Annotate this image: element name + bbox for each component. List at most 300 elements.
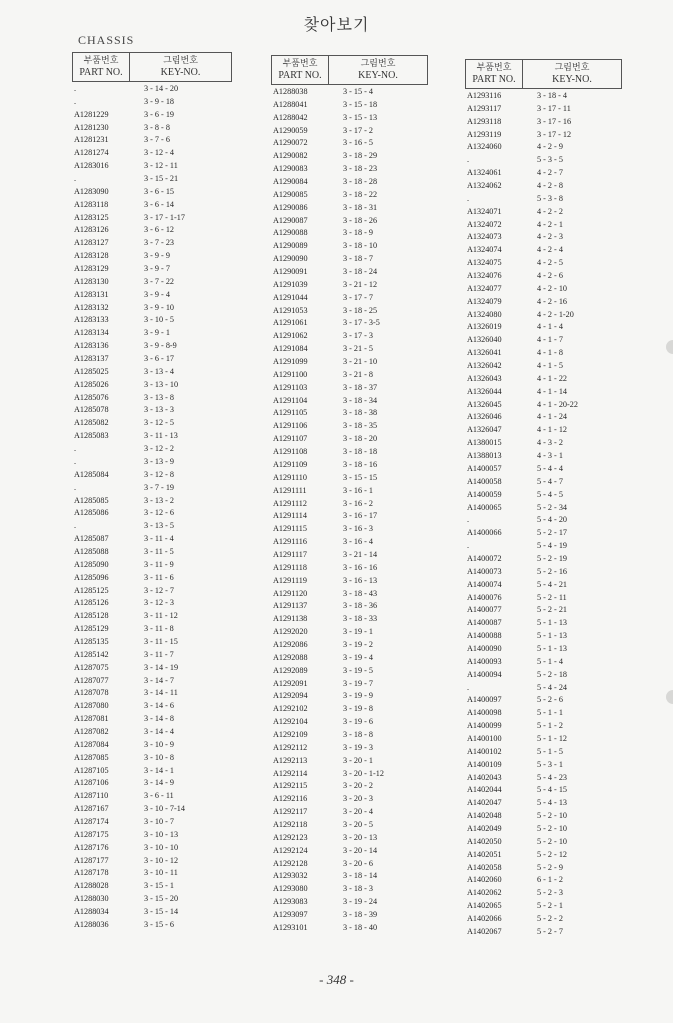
- index-row: [465, 231, 622, 244]
- key-number: 3 - 15 - 4: [343, 87, 374, 96]
- index-row: [72, 134, 232, 147]
- index-row: [72, 636, 232, 649]
- part-number: A1281231: [74, 135, 109, 145]
- key-number: 4 - 2 - 7: [537, 168, 563, 178]
- key-number: 4 - 1 - 5: [537, 361, 563, 371]
- part-number: A1291099: [273, 357, 308, 367]
- index-row: [465, 193, 622, 206]
- index-row: [465, 707, 622, 720]
- part-number: A1291053: [273, 305, 308, 315]
- part-number: A1290091: [273, 267, 308, 277]
- part-number: A1402049: [467, 823, 502, 833]
- part-number: A1292117: [273, 807, 308, 817]
- key-number: 4 - 1 - 24: [537, 412, 568, 422]
- key-number: 3 - 15 - 1: [144, 881, 175, 891]
- key-number: 3 - 18 - 43: [343, 588, 378, 598]
- part-number: .: [74, 174, 77, 184]
- index-row: [271, 446, 428, 459]
- index-row: [465, 540, 622, 553]
- index-row: [271, 883, 428, 896]
- key-number: 4 - 2 - 5: [537, 258, 563, 268]
- part-number: A1293116: [467, 91, 502, 100]
- index-row: [72, 173, 232, 186]
- part-number: A1287084: [74, 739, 109, 749]
- index-row: [465, 617, 622, 630]
- key-number: 3 - 14 - 11: [144, 688, 178, 698]
- index-row: [72, 726, 232, 739]
- index-row: [465, 669, 622, 682]
- part-number: A1292088: [273, 652, 308, 662]
- index-row: [271, 382, 428, 395]
- key-number: 3 - 13 - 10: [144, 379, 179, 389]
- part-no-header: [272, 56, 329, 84]
- part-number: A1291117: [273, 549, 307, 559]
- index-row: [465, 656, 622, 669]
- part-number: A1291105: [273, 408, 308, 418]
- part-number: A1324061: [467, 168, 502, 178]
- part-number: A1290089: [273, 241, 308, 251]
- index-row: [271, 678, 428, 691]
- key-number: 3 - 16 - 5: [343, 138, 374, 148]
- part-number: A1285076: [74, 392, 109, 402]
- key-number: 4 - 3 - 2: [537, 438, 563, 448]
- part-number: A1287082: [74, 726, 109, 736]
- key-number: 5 - 2 - 11: [537, 592, 567, 602]
- index-row: [271, 562, 428, 575]
- key-number: 5 - 2 - 10: [537, 836, 568, 846]
- index-row: [271, 896, 428, 909]
- part-number: A1324080: [467, 309, 502, 319]
- index-row: [72, 186, 232, 199]
- key-no-header-en: KEY-NO.: [160, 67, 201, 78]
- key-number: 5 - 4 - 4: [537, 463, 563, 473]
- part-number: A1291115: [273, 524, 307, 534]
- part-number: A1292118: [273, 819, 308, 829]
- part-number: A1285084: [74, 469, 109, 479]
- key-number: 3 - 7 - 6: [144, 135, 170, 145]
- index-row: [465, 347, 622, 360]
- part-number: A1293032: [273, 871, 308, 881]
- key-number: 3 - 10 - 8: [144, 752, 175, 762]
- part-number: A1400066: [467, 528, 502, 538]
- key-number: 3 - 6 - 11: [144, 791, 174, 801]
- key-number: 3 - 11 - 15: [144, 636, 178, 646]
- key-number: 3 - 18 - 28: [343, 177, 378, 187]
- part-number: A1400099: [467, 721, 502, 731]
- index-row: [465, 334, 622, 347]
- key-number: 5 - 1 - 12: [537, 733, 568, 743]
- part-number: A1285090: [74, 559, 109, 569]
- part-number: A1283118: [74, 199, 109, 209]
- part-number: A1287176: [74, 842, 109, 852]
- part-number: A1281230: [74, 122, 109, 132]
- index-row: [271, 240, 428, 253]
- part-number: A1402062: [467, 888, 502, 898]
- index-row: [465, 797, 622, 810]
- part-number: A1287081: [74, 714, 109, 724]
- key-number: 5 - 2 - 6: [537, 695, 563, 705]
- key-number: 3 - 18 - 9: [343, 228, 374, 238]
- key-number: 3 - 7 - 23: [144, 238, 175, 248]
- index-row: [271, 305, 428, 318]
- index-row: [72, 816, 232, 829]
- index-row: [465, 784, 622, 797]
- key-number: 4 - 2 - 4: [537, 245, 563, 255]
- part-number: A1291109: [273, 459, 308, 469]
- part-number: A1402051: [467, 849, 502, 859]
- part-number: A1293119: [467, 129, 502, 139]
- index-row: [271, 768, 428, 781]
- key-number: 4 - 2 - 2: [537, 206, 563, 216]
- index-row: [271, 472, 428, 485]
- part-number: A1324076: [467, 271, 502, 281]
- key-number: 5 - 1 - 2: [537, 721, 563, 731]
- index-row: [271, 292, 428, 305]
- index-row: [271, 613, 428, 626]
- index-row: [465, 321, 622, 334]
- part-number: A1400102: [467, 746, 502, 756]
- key-number: 3 - 19 - 9: [343, 691, 374, 701]
- key-number: 3 - 19 - 8: [343, 704, 374, 714]
- index-row: [271, 163, 428, 176]
- index-row: [465, 502, 622, 515]
- index-row: [72, 263, 232, 276]
- part-number: A1283136: [74, 341, 109, 351]
- index-row: [72, 906, 232, 919]
- key-number: 3 - 21 - 14: [343, 549, 378, 559]
- index-row: [72, 533, 232, 546]
- part-number: A1283130: [74, 276, 109, 286]
- index-row: [271, 215, 428, 228]
- index-row: [465, 399, 622, 412]
- key-number: 4 - 3 - 1: [537, 451, 563, 461]
- part-number: A1285082: [74, 418, 109, 428]
- index-row: [271, 485, 428, 498]
- part-no-header: [73, 53, 130, 81]
- index-row: [465, 720, 622, 733]
- key-number: 5 - 3 - 5: [537, 155, 563, 165]
- key-number: 3 - 17 - 7: [343, 292, 374, 302]
- part-number: A1290082: [273, 151, 308, 161]
- part-number: A1400097: [467, 695, 502, 705]
- key-number: 3 - 12 - 2: [144, 444, 175, 454]
- index-row: [72, 327, 232, 340]
- part-number: A1288034: [74, 907, 109, 916]
- key-number: 3 - 10 - 10: [144, 842, 179, 852]
- part-number: A1291107: [273, 434, 308, 444]
- part-number: A1291061: [273, 318, 308, 328]
- key-number: 3 - 6 - 19: [144, 109, 175, 119]
- index-row: [72, 417, 232, 430]
- index-row: [271, 922, 428, 935]
- index-row: [465, 129, 622, 142]
- key-number: 3 - 12 - 3: [144, 598, 175, 608]
- part-number: A1292104: [273, 717, 308, 727]
- index-row: [72, 803, 232, 816]
- index-row: [72, 855, 232, 868]
- index-row: [72, 919, 232, 932]
- part-number: A1287078: [74, 688, 109, 698]
- key-number: 3 - 17 - 3: [343, 331, 374, 341]
- key-number: 3 - 14 - 8: [144, 714, 175, 724]
- part-number: A1400073: [467, 566, 502, 576]
- index-row: [465, 141, 622, 154]
- part-number: A1291104: [273, 395, 308, 405]
- key-number: 3 - 21 - 8: [343, 369, 374, 379]
- index-row: [271, 626, 428, 639]
- index-rows: [465, 90, 622, 939]
- key-number: 4 - 2 - 9: [537, 142, 563, 152]
- index-row: [465, 810, 622, 823]
- part-number: A1285083: [74, 431, 109, 441]
- index-row: [465, 746, 622, 759]
- part-number: A1292112: [273, 742, 308, 752]
- part-number: A1290083: [273, 164, 308, 174]
- key-number: 3 - 12 - 8: [144, 469, 175, 479]
- section-label: CHASSIS: [78, 33, 135, 47]
- part-number: A1402066: [467, 914, 502, 923]
- key-number: 5 - 1 - 13: [537, 643, 568, 653]
- part-number: A1402044: [467, 785, 502, 795]
- key-number: 3 - 13 - 9: [144, 456, 175, 466]
- key-number: 5 - 4 - 20: [537, 515, 568, 525]
- part-no-header: [466, 60, 523, 88]
- key-number: 3 - 20 - 4: [343, 807, 374, 817]
- key-number: 6 - 1 - 2: [537, 875, 563, 885]
- part-number: A1285129: [74, 624, 109, 634]
- part-number: A1285135: [74, 636, 109, 646]
- key-number: 3 - 11 - 9: [144, 559, 174, 569]
- part-number: .: [74, 521, 77, 531]
- index-row: [72, 649, 232, 662]
- key-number: 3 - 18 - 33: [343, 614, 378, 624]
- part-number: A1326045: [467, 399, 502, 409]
- index-row: [271, 575, 428, 588]
- index-row: [72, 623, 232, 636]
- part-number: A1287174: [74, 816, 109, 826]
- key-number: 3 - 16 - 4: [343, 537, 374, 547]
- part-number: A1326046: [467, 412, 502, 422]
- key-number: 5 - 3 - 8: [537, 193, 563, 203]
- index-row: [465, 373, 622, 386]
- key-number: 3 - 11 - 13: [144, 431, 178, 441]
- key-number: 3 - 20 - 14: [343, 845, 378, 855]
- key-number: 3 - 15 - 21: [144, 174, 179, 184]
- key-number: 5 - 2 - 18: [537, 669, 568, 679]
- key-number: 5 - 2 - 7: [537, 926, 563, 936]
- part-number: A1292123: [273, 832, 308, 842]
- part-number: A1285128: [74, 611, 109, 621]
- part-number: A1283129: [74, 264, 109, 274]
- index-row: [465, 836, 622, 849]
- key-number: 3 - 14 - 9: [144, 778, 175, 788]
- index-row: [72, 456, 232, 469]
- index-row: [271, 369, 428, 382]
- key-number: 3 - 20 - 5: [343, 819, 374, 829]
- index-row: [271, 858, 428, 871]
- index-row: [271, 665, 428, 678]
- key-number: 3 - 18 - 38: [343, 408, 378, 418]
- index-row: [72, 713, 232, 726]
- key-number: 3 - 9 - 4: [144, 289, 170, 299]
- part-number: A1283127: [74, 238, 109, 248]
- index-row: [465, 887, 622, 900]
- key-number: 3 - 10 - 13: [144, 829, 179, 839]
- index-row: [72, 842, 232, 855]
- key-number: 3 - 9 - 7: [144, 264, 170, 274]
- part-number: A1288030: [74, 894, 109, 904]
- part-number: A1283125: [74, 212, 109, 222]
- key-number: 5 - 2 - 12: [537, 849, 568, 859]
- key-number: 5 - 4 - 24: [537, 682, 568, 692]
- part-number: A1290072: [273, 138, 308, 148]
- key-number: 3 - 17 - 3-5: [343, 318, 380, 328]
- index-row: [271, 279, 428, 292]
- part-number: A1326019: [467, 322, 502, 332]
- part-no-header-ko: 부품번호: [282, 59, 318, 69]
- key-number: 3 - 17 - 12: [537, 129, 572, 139]
- index-column-2: [271, 55, 428, 935]
- part-number: A1324062: [467, 181, 502, 191]
- key-number: 5 - 2 - 10: [537, 823, 568, 833]
- key-number: 3 - 15 - 18: [343, 99, 378, 109]
- index-row: [465, 154, 622, 167]
- index-row: [271, 356, 428, 369]
- part-number: A1402065: [467, 901, 502, 911]
- index-row: [72, 212, 232, 225]
- part-no-header-ko: 부품번호: [83, 56, 119, 66]
- part-number: A1326040: [467, 335, 502, 345]
- part-number: .: [74, 482, 77, 492]
- key-number: 3 - 15 - 20: [144, 894, 179, 904]
- key-number: 3 - 7 - 22: [144, 276, 175, 286]
- key-number: 3 - 6 - 17: [144, 354, 175, 364]
- part-number: A1400058: [467, 476, 502, 486]
- key-number: 3 - 18 - 26: [343, 215, 378, 225]
- index-row: [465, 900, 622, 913]
- index-row: [72, 765, 232, 778]
- part-number: A1283090: [74, 186, 109, 196]
- part-number: A1281274: [74, 148, 109, 158]
- key-number: 3 - 18 - 16: [343, 459, 378, 469]
- index-row: [72, 392, 232, 405]
- index-row: [465, 823, 622, 836]
- part-number: A1400098: [467, 708, 502, 718]
- key-number: 3 - 14 - 4: [144, 726, 175, 736]
- index-row: [72, 122, 232, 135]
- part-number: A1285086: [74, 508, 109, 518]
- part-number: A1400109: [467, 759, 502, 769]
- index-row: [72, 559, 232, 572]
- part-number: A1324074: [467, 245, 502, 255]
- key-number: 3 - 13 - 4: [144, 366, 175, 376]
- part-no-header-ko: 부품번호: [476, 63, 512, 73]
- part-number: A1402050: [467, 836, 502, 846]
- index-row: [465, 592, 622, 605]
- part-number: A1281229: [74, 109, 109, 119]
- part-number: .: [467, 541, 470, 551]
- key-number: 3 - 16 - 13: [343, 575, 378, 585]
- index-row: [72, 379, 232, 392]
- index-row: [465, 309, 622, 322]
- index-row: [72, 109, 232, 122]
- index-row: [72, 790, 232, 803]
- part-number: A1400100: [467, 733, 502, 743]
- index-row: [271, 742, 428, 755]
- part-number: A1290084: [273, 177, 308, 187]
- part-number: A1285088: [74, 546, 109, 556]
- part-number: A1326047: [467, 425, 502, 435]
- index-row: [271, 510, 428, 523]
- key-number: 3 - 9 - 10: [144, 302, 175, 312]
- key-number: 5 - 4 - 23: [537, 772, 568, 782]
- key-number: 3 - 18 - 40: [343, 922, 378, 932]
- key-number: 3 - 11 - 12: [144, 611, 178, 621]
- part-number: A1292086: [273, 639, 308, 649]
- index-row: [271, 253, 428, 266]
- part-number: A1285096: [74, 572, 109, 582]
- index-row: [72, 662, 232, 675]
- column-header: [271, 55, 428, 85]
- part-number: .: [467, 193, 470, 203]
- index-row: [465, 694, 622, 707]
- key-number: 3 - 10 - 12: [144, 855, 179, 865]
- key-number: 3 - 11 - 6: [144, 572, 174, 582]
- key-number: 3 - 18 - 10: [343, 241, 378, 251]
- index-row: [271, 202, 428, 215]
- index-row: [465, 682, 622, 695]
- index-row: [271, 690, 428, 703]
- part-number: A1293101: [273, 922, 308, 932]
- key-number: 3 - 9 - 8-9: [144, 341, 177, 351]
- key-number: 3 - 18 - 39: [343, 910, 378, 919]
- part-number: A1285078: [74, 405, 109, 415]
- part-number: A1324075: [467, 258, 502, 268]
- index-row: [72, 83, 232, 96]
- part-number: A1292109: [273, 729, 308, 739]
- index-row: [465, 849, 622, 862]
- part-number: A1285025: [74, 366, 109, 376]
- part-number: A1400093: [467, 656, 502, 666]
- part-number: A1402067: [467, 926, 502, 936]
- index-row: [271, 86, 428, 99]
- index-rows: [271, 86, 428, 935]
- index-row: [72, 96, 232, 109]
- part-number: A1402047: [467, 798, 502, 808]
- key-number: 5 - 2 - 3: [537, 888, 563, 898]
- part-number: A1324060: [467, 142, 502, 152]
- part-number: A1287178: [74, 868, 109, 878]
- key-number: 4 - 2 - 16: [537, 296, 568, 306]
- key-number: 3 - 13 - 5: [144, 521, 175, 531]
- index-row: [465, 437, 622, 450]
- key-number: 5 - 1 - 13: [537, 618, 568, 628]
- index-row: [72, 237, 232, 250]
- index-row: [465, 463, 622, 476]
- key-number: 3 - 21 - 5: [343, 344, 374, 354]
- part-number: A1290090: [273, 254, 308, 264]
- index-row: [465, 103, 622, 116]
- part-number: A1400074: [467, 579, 502, 589]
- index-row: [465, 244, 622, 257]
- key-number: 4 - 1 - 12: [537, 425, 568, 435]
- index-row: [465, 411, 622, 424]
- part-number: A1291084: [273, 344, 308, 354]
- part-number: .: [74, 444, 77, 454]
- part-number: A1291108: [273, 447, 308, 457]
- key-number: 3 - 19 - 4: [343, 652, 374, 662]
- index-row: [72, 739, 232, 752]
